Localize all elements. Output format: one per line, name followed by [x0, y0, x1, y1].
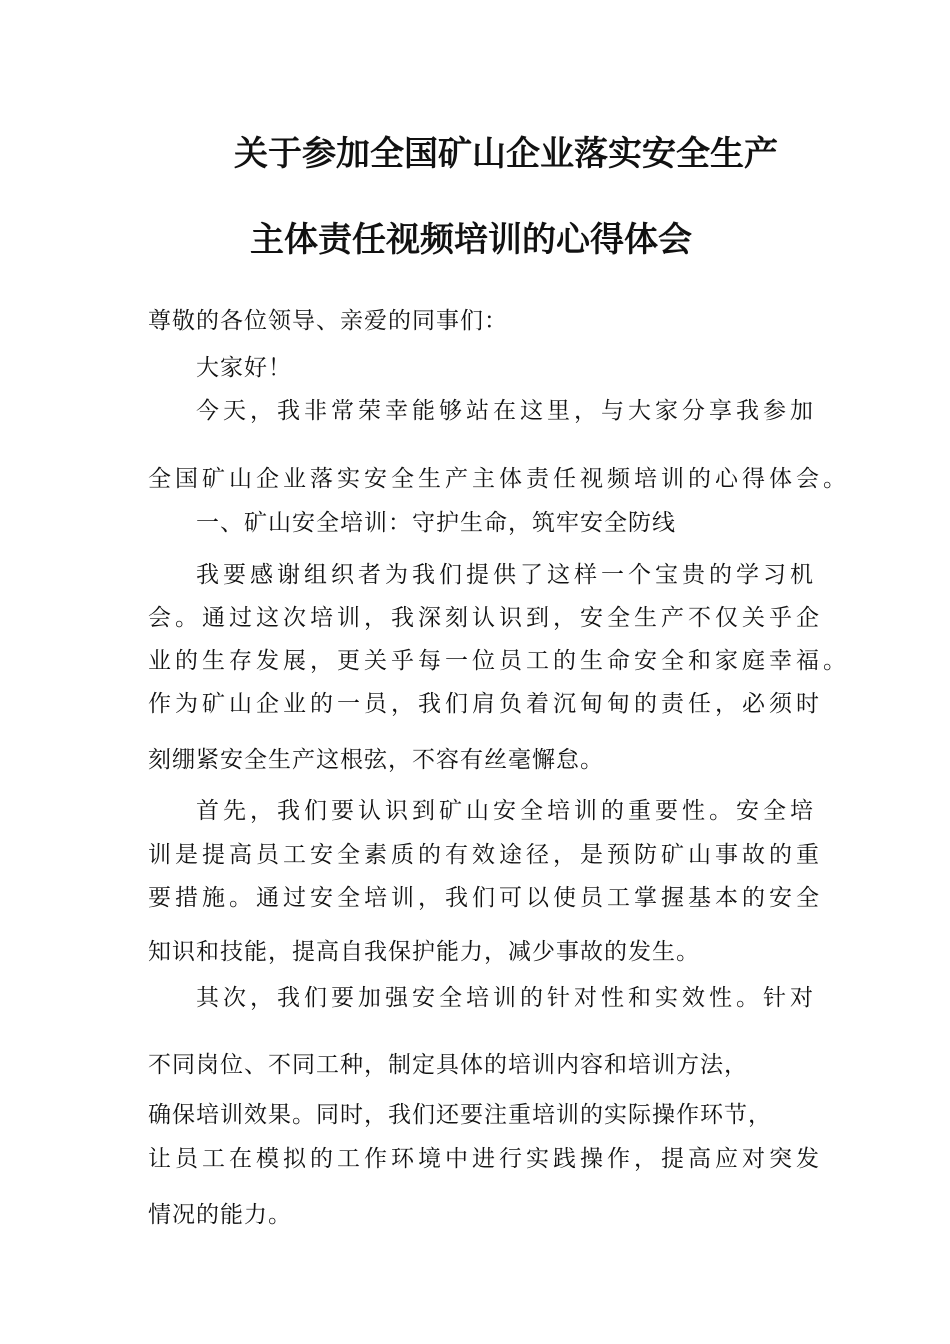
paragraph-line: 训是提高员工安全素质的有效途径，是预防矿山事故的重	[148, 842, 823, 868]
paragraph-line: 让员工在模拟的工作环境中进行实践操作，提高应对突发	[148, 1146, 823, 1172]
paragraph-line: 刻绷紧安全生产这根弦，不容有丝毫懈怠。	[148, 747, 604, 773]
paragraph-line: 情况的能力。	[148, 1202, 292, 1228]
paragraph-line: 今天，我非常荣幸能够站在这里，与大家分享我参加	[196, 398, 817, 424]
greeting: 大家好！	[196, 355, 292, 381]
paragraph-line: 会。通过这次培训，我深刻认识到，安全生产不仅关乎企	[148, 605, 823, 631]
paragraph-line: 确保培训效果。同时，我们还要注重培训的实际操作环节，	[148, 1102, 772, 1128]
paragraph-line: 作为矿山企业的一员，我们肩负着沉甸甸的责任，必须时	[148, 691, 823, 717]
paragraph-line: 不同岗位、不同工种，制定具体的培训内容和培训方法，	[148, 1052, 748, 1078]
document-title-line-1: 关于参加全国矿山企业落实安全生产	[234, 134, 778, 174]
paragraph-line: 要措施。通过安全培训，我们可以使员工掌握基本的安全	[148, 885, 823, 911]
paragraph-line: 业的生存发展，更关乎每一位员工的生命安全和家庭幸福。	[148, 648, 850, 674]
paragraph-line: 首先，我们要认识到矿山安全培训的重要性。安全培	[196, 798, 817, 824]
paragraph-line: 我要感谢组织者为我们提供了这样一个宝贵的学习机	[196, 562, 817, 588]
paragraph-line: 全国矿山企业落实安全生产主体责任视频培训的心得体会。	[148, 466, 850, 492]
section-heading: 一、矿山安全培训：守护生命，筑牢安全防线	[196, 510, 676, 536]
salutation: 尊敬的各位领导、亲爱的同事们：	[148, 308, 508, 334]
document-title-line-2: 主体责任视频培训的心得体会	[250, 220, 692, 260]
paragraph-line: 知识和技能，提高自我保护能力，减少事故的发生。	[148, 939, 700, 965]
paragraph-line: 其次，我们要加强安全培训的针对性和实效性。针对	[196, 985, 817, 1011]
